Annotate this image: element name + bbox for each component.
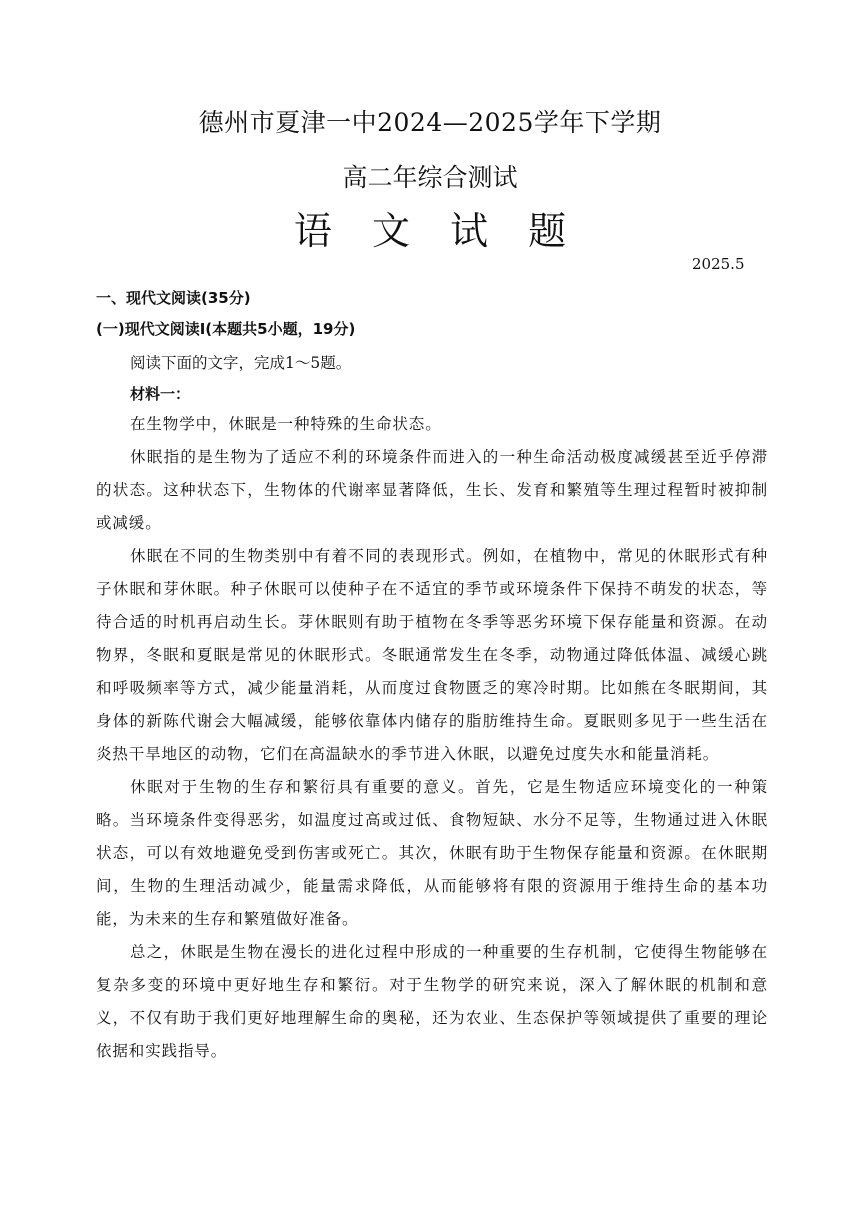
passage-paragraph: 总之，休眠是生物在漫长的进化过程中形成的一种重要的生存机制，它使得生物能够在复杂多变的环境中更好地生存和繁衍。对于生物学的研究来说，深入了解休眠的机制和意义，不仅有助于我们更好地理解生命的奥秘，还为农业、生态保护等领域提供了重要的理论依据和实践指导。	[96, 943, 768, 1060]
exam-subject-title: 语 文 试 题	[293, 209, 581, 253]
exam-grade-title: 高二年综合测试	[342, 163, 518, 192]
exam-school-title: 德州市夏津一中2024—2025学年下学期	[198, 108, 662, 137]
part1-heading: 一、现代文阅读(35分)	[96, 289, 251, 307]
exam-date: 2025.5	[692, 255, 745, 273]
part1-sub-heading: (一)现代文阅读Ⅰ(本题共5小题，19分)	[96, 320, 356, 338]
material-one-label: 材料一：	[130, 385, 191, 403]
reading-instruction: 阅读下面的文字，完成1～5题。	[130, 354, 352, 372]
passage-body	[96, 408, 768, 1068]
passage-paragraph: 休眠对于生物的生存和繁衍具有重要的意义。首先，它是生物适应环境变化的一种策略。当环境条件变得恶劣，如温度过高或过低、食物短缺、水分不足等，生物通过进入休眠状态，可以有效地避免受到伤害或死亡。其次，休眠有助于生物保存能量和资源。在休眠期间，生物的生理活动减少，能量需求降低，从而能够将有限的资源用于维持生命的基本功能，为未来的生存和繁殖做好准备。	[96, 778, 768, 928]
passage-paragraph: 休眠在不同的生物类别中有着不同的表现形式。例如，在植物中，常见的休眠形式有种子休眠和芽休眠。种子休眠可以使种子在不适宜的季节或环境条件下保持不萌发的状态，等待合适的时机再启动生长。芽休眠则有助于植物在冬季等恶劣环境下保存能量和资源。在动物界，冬眠和夏眠是常见的休眠形式。冬眠通常发生在冬季，动物通过降低体温、减缓心跳和呼吸频率等方式，减少能量消耗，从而度过食物匮乏的寒冷时期。比如熊在冬眠期间，其身体的新陈代谢会大幅减缓，能够依靠体内储存的脂肪维持生命。夏眠则多见于一些生活在炎热干旱地区的动物，它们在高温缺水的季节进入休眠，以避免过度失水和能量消耗。	[96, 547, 768, 763]
passage-paragraph: 休眠指的是生物为了适应不利的环境条件而进入的一种生命活动极度减缓甚至近乎停滞的状态。这种状态下，生物体的代谢率显著降低，生长、发育和繁殖等生理过程暂时被抑制或减缓。	[96, 448, 768, 532]
passage-paragraph: 在生物学中，休眠是一种特殊的生命状态。	[130, 415, 442, 433]
